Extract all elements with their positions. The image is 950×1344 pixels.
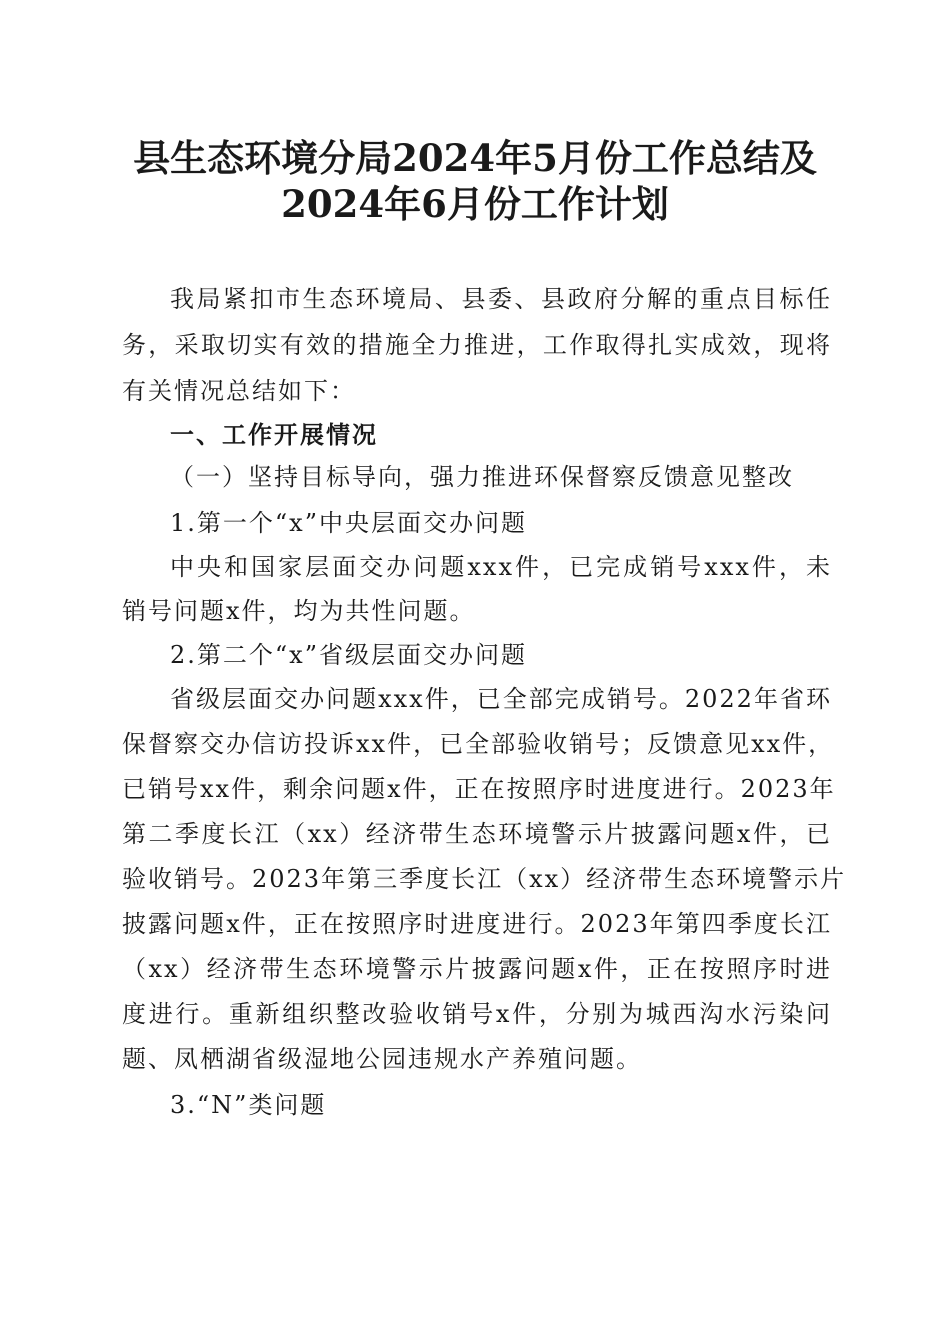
item-2-body-line: （xx）经济带生态环境警示片披露问题x件，正在按照序时进: [122, 955, 832, 983]
intro-paragraph-line: 我局紧扣市生态环境局、县委、县政府分解的重点目标任: [170, 285, 832, 313]
item-1-title: 1.第一个“x”中央层面交办问题: [170, 509, 527, 537]
item-2-body-line: 保督察交办信访投诉xx件，已全部验收销号；反馈意见xx件，: [122, 730, 835, 758]
item-2-body-line: 度进行。重新组织整改验收销号x件，分别为城西沟水污染问: [122, 1000, 832, 1028]
item-1-body-line: 中央和国家层面交办问题xxx件，已完成销号xxx件，未: [170, 553, 832, 581]
intro-paragraph-line: 有关情况总结如下：: [122, 377, 356, 405]
item-2-body-line: 省级层面交办问题xxx件，已全部完成销号。2022年省环: [170, 685, 832, 713]
item-2-body-line: 题、凤栖湖省级湿地公园违规水产养殖问题。: [122, 1045, 642, 1073]
item-2-body-line: 披露问题x件，正在按照序时进度进行。2023年第四季度长江: [122, 910, 832, 938]
item-2-body-line: 第二季度长江（xx）经济带生态环境警示片披露问题x件，已: [122, 820, 832, 848]
document-title-line-2: 2024年6月份工作计划: [281, 182, 669, 226]
item-2-body-line: 已销号xx件，剩余问题x件，正在按照序时进度进行。2023年: [122, 775, 836, 803]
item-3-title: 3.“N”类问题: [170, 1091, 327, 1119]
document-title-line-1: 县生态环境分局2024年5月份工作总结及: [133, 136, 817, 180]
intro-paragraph-line: 务，采取切实有效的措施全力推进，工作取得扎实成效，现将: [122, 331, 832, 359]
item-1-body-line: 销号问题x件，均为共性问题。: [122, 597, 476, 625]
item-2-body-line: 验收销号。2023年第三季度长江（xx）经济带生态环境警示片: [122, 865, 847, 893]
section-heading: 一、工作开展情况: [170, 420, 378, 449]
item-2-title: 2.第二个“x”省级层面交办问题: [170, 641, 527, 669]
subsection-heading: （一）坚持目标导向，强力推进环保督察反馈意见整改: [170, 463, 794, 491]
